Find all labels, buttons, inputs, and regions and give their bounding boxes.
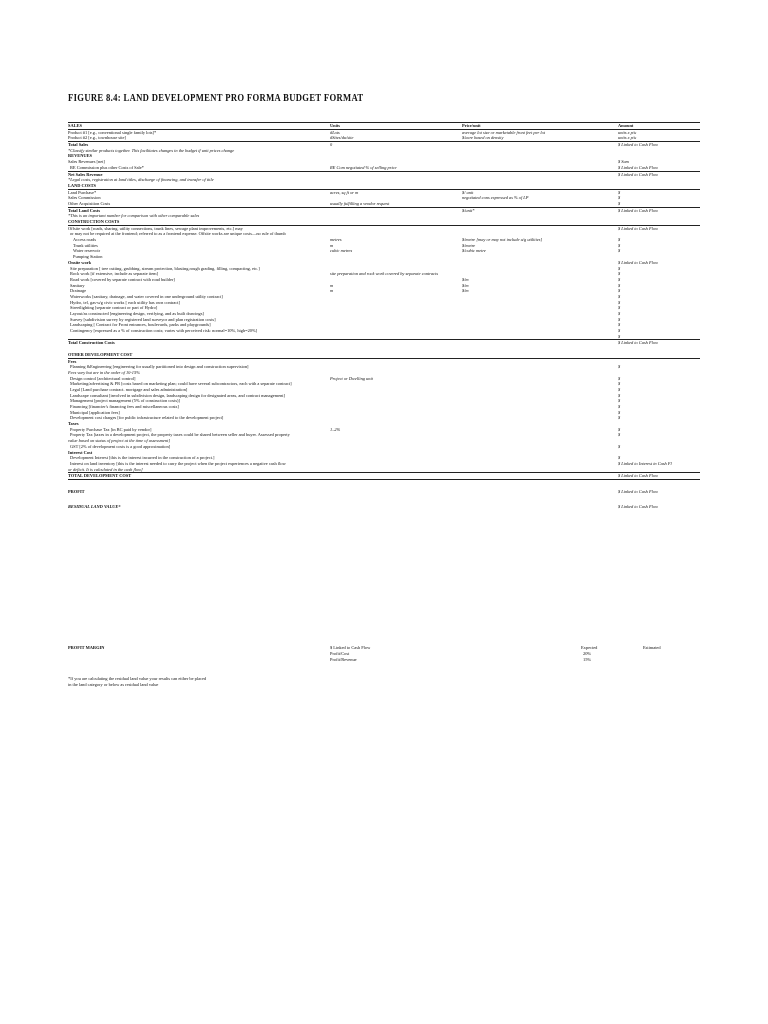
- profit-margin-label: PROFIT MARGIN: [68, 645, 105, 650]
- table-row: [68, 352, 700, 359]
- table-cell: $: [618, 271, 621, 277]
- table-cell: Fees vary but are in the order of 10-15%: [68, 369, 140, 375]
- table-cell: Landscaping [ Contract for Front entrances, boulevards, parks and playgrounds]: [70, 322, 211, 328]
- table-cell: Other Acquisition Costs: [68, 200, 111, 206]
- table-cell: units x p/u: [618, 129, 637, 135]
- profit-cost-value: 20%: [583, 651, 592, 656]
- table-cell: $ Linked to Cash Flow: [618, 164, 659, 170]
- table-cell: Offsite work [roads, sharing, utility connections, trunk lines, sewage plant improvements, etc.] may: [68, 225, 243, 231]
- table-cell: *Legal costs, registration at land titles, discharge of financing, and transfer of title: [68, 177, 214, 183]
- table-cell: average lot size or marketable front feet per lot: [462, 129, 545, 135]
- table-cell: Streetlighting [separate contract or part of Hydro]: [70, 305, 158, 311]
- table-cell: $: [618, 392, 621, 398]
- table-cell: Drainage: [70, 288, 87, 294]
- table-cell: Amount: [618, 123, 634, 128]
- table-cell: Trunk utilities: [73, 242, 98, 248]
- table-cell: $: [618, 426, 621, 432]
- profit-margin-block: [68, 643, 700, 667]
- table-row: [68, 225, 700, 232]
- footnote-line-2: in the land category or below as residual land value: [68, 682, 159, 687]
- table-cell: $/acre based on density: [462, 135, 504, 141]
- table-cell: $ Sum: [618, 159, 629, 165]
- table-cell: GST [2% of development costs is a good approximation]: [70, 443, 171, 449]
- pro-forma-table: [68, 122, 700, 509]
- table-cell: Sales Revenues [net]: [68, 159, 105, 165]
- table-cell: $: [618, 248, 621, 254]
- table-cell: Project or Dwelling unit: [330, 375, 373, 381]
- table-cell: m: [330, 282, 334, 288]
- table-cell: Access roads: [73, 237, 97, 243]
- table-cell: $: [618, 195, 621, 201]
- table-cell: $ Linked to Cash Flow: [618, 142, 659, 148]
- table-cell: $/m: [462, 288, 469, 294]
- table-cell: $: [618, 189, 621, 195]
- table-cell: $: [618, 276, 621, 282]
- table-cell: $/unit*: [462, 207, 475, 213]
- table-cell: Landscape consultant [involved in subdivision design, landscaping design for designated areas, and contract management]: [70, 392, 285, 398]
- table-cell: Municipal [application fees]: [70, 409, 120, 415]
- table-cell: Interest on land inventory [this is the interest needed to carry the project when the project experiences a negative cash flow: [70, 460, 286, 466]
- table-cell: 0: [330, 142, 333, 148]
- table-cell: $: [618, 237, 621, 243]
- table-cell: Waterworks [sanitary, drainage, and water covered in one underground utility contract]: [70, 293, 223, 299]
- table-cell: $/metre [may or may not include u/g utilities]: [462, 237, 543, 243]
- table-cell: $: [618, 322, 621, 328]
- table-cell: $/cubic metre: [462, 248, 486, 254]
- table-cell: m: [330, 288, 334, 294]
- profit-margin-link: $ Linked to Cash Flow: [330, 645, 371, 650]
- table-cell: Total Construction Costs: [68, 340, 115, 346]
- table-cell: $: [618, 386, 621, 392]
- table-cell: Land Purchase*: [68, 189, 97, 195]
- table-cell: $: [618, 364, 621, 370]
- table-row: [68, 189, 700, 196]
- table-cell: or may not be required at the frontend; referred to as a frontend expense. Offsite works are unique costs—no rule of thumb: [70, 231, 286, 237]
- table-cell: $: [618, 381, 621, 387]
- table-cell: REVENUES: [68, 153, 92, 159]
- table-cell: $ Linked to Interest in Cash Fl: [618, 460, 672, 466]
- table-cell: #Lots: [330, 129, 340, 135]
- table-cell: units x p/u: [618, 135, 637, 141]
- table-row: [68, 480, 700, 489]
- table-cell: $: [618, 398, 621, 404]
- table-cell: Total Land Costs: [68, 207, 101, 213]
- table-cell: $: [618, 432, 621, 438]
- table-cell: $: [618, 299, 621, 305]
- table-row: [68, 495, 700, 504]
- table-cell: or deficit. It is calculated in the cash flow]: [68, 466, 143, 472]
- table-cell: $: [618, 200, 621, 206]
- table-cell: TOTAL DEVELOPMENT COST: [68, 473, 132, 479]
- table-cell: Units: [330, 123, 341, 128]
- table-cell: RE Commission plus other Costs of Sale*: [70, 164, 144, 170]
- table-cell: $ Linked to Cash Flow: [618, 503, 659, 509]
- table-cell: Site preparation [ tree cutting, grubbing, stream protection, blasting,rough grading, filling, compacting, etc.]: [70, 265, 260, 271]
- table-row: [68, 171, 700, 178]
- table-cell: *This is an important number for comparison with other comparable sales: [68, 213, 200, 219]
- footnote-line-1: *If you are calculating the residual land value your results can either be placed: [68, 676, 207, 681]
- table-cell: OTHER DEVELOPMENT COST: [68, 351, 133, 357]
- table-cell: $/metre: [462, 242, 476, 248]
- expected-header: Expected: [581, 645, 598, 650]
- table-cell: Planning &Engineering [engineering for usually partitioned into design and construction supervision]: [70, 364, 249, 370]
- table-cell: Design control [architectural control]: [70, 375, 136, 381]
- table-cell: $ Linked to Cash Flow: [618, 259, 659, 265]
- table-cell: site preparation and rock work covered by separate contracts: [330, 271, 439, 277]
- table-cell: Management [project management (5% of construction costs)]: [70, 398, 180, 404]
- table-cell: $: [618, 242, 621, 248]
- table-cell: Taxes: [68, 421, 79, 427]
- table-cell: $: [618, 293, 621, 299]
- estimated-header: Estimated: [643, 645, 661, 650]
- table-cell: Product #1 [e.g., conventional single family lots]*: [68, 129, 157, 135]
- table-cell: $: [618, 311, 621, 316]
- table-cell: $ Linked to Cash Flow: [618, 225, 659, 231]
- table-cell: Road work [covered by separate contract with road builder]: [70, 276, 175, 282]
- table-cell: negotiated cons expressed as % of LP: [462, 195, 529, 201]
- table-cell: Price/unit: [462, 123, 481, 128]
- table-cell: Sanitary: [70, 282, 85, 288]
- table-cell: $: [618, 265, 621, 271]
- table-cell: $: [618, 328, 621, 334]
- table-cell: Development cost charges [for public infrastructure related to the development project]: [70, 415, 224, 421]
- table-cell: $ Linked to Cash Flow: [618, 207, 659, 213]
- profit-revenue-value: 15%: [583, 657, 592, 662]
- table-cell: $ Linked to Cash Flow: [618, 488, 659, 494]
- table-cell: acres, sq ft or m: [330, 189, 359, 195]
- table-cell: Hydro, tel, gas-u/g civic works [ each utility has own contract]: [70, 299, 180, 305]
- table-row: [68, 207, 700, 214]
- table-cell: LAND COSTS: [68, 182, 96, 188]
- table-cell: CONSTRUCTION COSTS: [68, 219, 120, 224]
- table-cell: value based on status of project at the time of assessment]: [68, 438, 171, 444]
- table-row: [68, 472, 700, 480]
- table-cell: Water reservoir: [73, 248, 101, 254]
- table-cell: $ Linked to Cash Flow: [618, 171, 659, 177]
- table-cell: Fees: [68, 358, 77, 364]
- table-cell: Product #2 [e.g., townhouse site]: [68, 135, 126, 141]
- table-cell: #Sites/du/site: [330, 135, 354, 141]
- page-title: FIGURE 8.4: LAND DEVELOPMENT PRO FORMA BUDGET FORMAT: [68, 93, 364, 104]
- table-cell: $: [618, 415, 621, 421]
- table-row: [68, 141, 700, 148]
- table-cell: $: [618, 375, 621, 381]
- table-cell: $/m: [462, 276, 469, 282]
- table-cell: SALES: [68, 123, 82, 128]
- table-cell: Property Purchase Tax [in BC paid by vendor]: [70, 426, 152, 432]
- table-cell: Onsite work: [68, 259, 92, 265]
- table-cell: Total Sales: [68, 142, 89, 148]
- table-cell: Financing [financier's financing fees and miscellaneous costs]: [70, 404, 179, 409]
- profit-revenue-label: Profit/Revenue: [330, 657, 357, 662]
- table-cell: $/ unit: [462, 189, 474, 195]
- table-cell: cubic metres: [330, 248, 353, 254]
- table-cell: Net Sales Revenue: [68, 171, 103, 177]
- table-cell: *Classify similar products together. This facilitates changes in the budget if unit prices change: [68, 147, 235, 153]
- table-cell: Layout/as constructed [engineering design, verifying, and as built drawings]: [70, 311, 204, 316]
- table-row: [68, 122, 700, 130]
- table-cell: usually fulfilling a vendor request: [330, 200, 390, 206]
- table-cell: $ Linked to Cash Flow: [618, 340, 659, 346]
- table-cell: PROFIT: [68, 488, 85, 494]
- table-cell: $: [618, 333, 621, 339]
- table-cell: m: [330, 242, 334, 248]
- table-cell: Interest Cost: [68, 449, 93, 455]
- table-cell: metres: [330, 237, 342, 243]
- table-cell: $/m: [462, 282, 469, 288]
- table-cell: Development Interest [this is the interest incurred in the construction of a project.]: [70, 455, 215, 461]
- table-cell: Survey [subdivision survey by registered land surveyor and plan registration costs]: [70, 316, 216, 322]
- table-row: [68, 504, 700, 510]
- table-cell: Legal [Land purchase contract. mortgage and sales administration]: [70, 386, 188, 392]
- table-row: [68, 339, 700, 346]
- table-cell: Sales Commission: [68, 195, 101, 201]
- profit-cost-label: Profit/Cost: [330, 651, 350, 656]
- table-cell: Marketing/advertising & PR [costs based on marketing plan; could have several subcontractors, each with a separate contract]: [70, 381, 292, 387]
- table-cell: $: [618, 305, 621, 311]
- table-cell: $: [618, 409, 621, 415]
- table-cell: RESIDUAL LAND VALUE*: [68, 503, 121, 509]
- table-cell: Property Tax [taxes in a development project, the property taxes could be shared between seller and buyer. Assessed property: [70, 432, 290, 438]
- table-cell: $ Linked to Cash Flow: [618, 473, 659, 479]
- footnote: [68, 676, 206, 688]
- table-cell: RE Com negotiated % of selling price: [330, 164, 397, 170]
- table-cell: $: [618, 404, 621, 409]
- table-cell: $: [618, 316, 621, 322]
- table-cell: $: [618, 282, 621, 288]
- table-cell: Rock work [if extensive, include as separate item]: [70, 271, 159, 277]
- table-cell: Contingency [expressed as a % of construction costs; varies with perceived risk: normal=10%, high=20%]: [70, 328, 258, 334]
- table-cell: Pumping Station: [73, 254, 103, 260]
- table-cell: $: [618, 443, 621, 449]
- table-cell: $: [618, 288, 621, 294]
- table-cell: 1–2%: [330, 426, 341, 432]
- table-cell: $: [618, 455, 621, 461]
